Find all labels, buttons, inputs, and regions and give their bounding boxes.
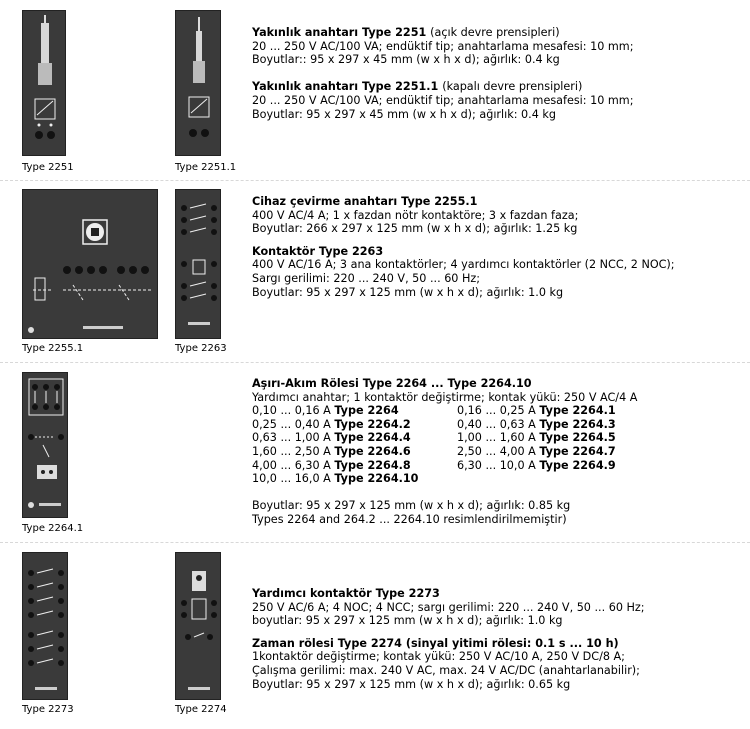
switch-diagram-drawing bbox=[23, 190, 158, 339]
product-title: Kontaktör Type 2263 bbox=[252, 244, 384, 258]
product-spec-line: 20 ... 250 V AC/100 VA; endüktif tip; anahtarlama mesafesi: 10 mm; bbox=[252, 39, 634, 53]
panel-caption: Type 2251.1 bbox=[175, 162, 237, 173]
range-cell: 1,60 ... 2,50 A Type 2264.6 bbox=[252, 444, 411, 458]
product-block-2251 bbox=[252, 26, 633, 121]
panel-caption: Type 2251 bbox=[22, 162, 74, 173]
product-block-2273 bbox=[252, 587, 645, 691]
contactor-drawing bbox=[176, 190, 221, 339]
panel-image-2264-1 bbox=[22, 372, 68, 518]
product-spec-line: Boyutlar: 95 x 297 x 125 mm (w x h x d); ağırlık: 0.65 kg bbox=[252, 677, 571, 691]
range-cell: 10,0 ... 16,0 A Type 2264.10 bbox=[252, 472, 419, 486]
product-spec-line: Boyutlar:: 95 x 297 x 45 mm (w x h x d); ağırlık: 0.4 kg bbox=[252, 53, 560, 67]
product-title: Zaman rölesi Type 2274 (sinyal yitimi rölesi: 0.1 s ... 10 h) bbox=[252, 636, 619, 650]
product-spec-line: Boyutlar: 95 x 297 x 125 mm (w x h x d); ağırlık: 0.85 kg bbox=[252, 499, 571, 513]
product-spec-line: 400 V AC/16 A; 3 ana kontaktörler; 4 yardımcı kontaktörler (2 NCC, 2 NOC); bbox=[252, 258, 675, 272]
proximity-switch-drawing bbox=[176, 11, 221, 156]
product-spec-line: 250 V AC/6 A; 4 NOC; 4 NCC; sargı gerilimi: 220 ... 240 V, 50 ... 60 Hz; bbox=[252, 600, 645, 614]
range-cell: 0,25 ... 0,40 A Type 2264.2 bbox=[252, 417, 411, 431]
product-block-2255-1 bbox=[252, 195, 675, 299]
product-title: Aşırı-Akım Rölesi Type 2264 ... Type 2264.10 bbox=[252, 377, 532, 390]
panel-image-2255-1 bbox=[22, 189, 158, 339]
product-spec-line: Boyutlar: 95 x 297 x 45 mm (w x h x d); ağırlık: 0.4 kg bbox=[252, 107, 556, 121]
panel-caption: Type 2273 bbox=[22, 704, 74, 715]
range-cell: 1,00 ... 1,60 A Type 2264.5 bbox=[457, 431, 616, 445]
product-title: Yakınlık anahtarı Type 2251 (açık devre prensipleri) bbox=[252, 26, 560, 39]
panel-image-2251 bbox=[22, 10, 66, 156]
panel-image-2273 bbox=[22, 552, 68, 700]
panel-caption: Type 2274 bbox=[175, 704, 227, 715]
relay-drawing bbox=[23, 373, 68, 518]
product-spec-line: Boyutlar: 95 x 297 x 125 mm (w x h x d); ağırlık: 1.0 kg bbox=[252, 285, 564, 299]
product-spec-line: Yardımcı anahtar; 1 kontaktör değiştirme; kontak yükü: 250 V AC/4 A bbox=[252, 390, 638, 404]
section-divider bbox=[0, 180, 750, 181]
product-block-2264 bbox=[252, 377, 637, 527]
product-spec-line: Boyutlar: 266 x 297 x 125 mm (w x h x d); ağırlık: 1.25 kg bbox=[252, 222, 578, 236]
product-title: Yardımcı kontaktör Type 2273 bbox=[252, 587, 440, 600]
range-cell: 0,40 ... 0,63 A Type 2264.3 bbox=[457, 417, 616, 431]
product-spec-line: 20 ... 250 V AC/100 VA; endüktif tip; anahtarlama mesafesi: 10 mm; bbox=[252, 93, 634, 107]
panel-caption: Type 2264.1 bbox=[22, 523, 84, 534]
panel-caption: Type 2263 bbox=[175, 343, 227, 354]
current-range-table bbox=[252, 404, 637, 486]
product-spec-line: 400 V AC/4 A; 1 x fazdan nötr kontaktöre; 3 x fazdan faza; bbox=[252, 208, 579, 222]
time-relay-drawing bbox=[176, 553, 221, 700]
range-cell: 0,63 ... 1,00 A Type 2264.4 bbox=[252, 431, 411, 445]
range-cell: 2,50 ... 4,00 A Type 2264.7 bbox=[457, 444, 616, 458]
range-cell: 6,30 ... 10,0 A Type 2264.9 bbox=[457, 458, 616, 472]
auxiliary-contactor-drawing bbox=[23, 553, 68, 700]
panel-caption: Type 2255.1 bbox=[22, 343, 84, 354]
range-cell: 0,16 ... 0,25 A Type 2264.1 bbox=[457, 404, 616, 418]
section-divider bbox=[0, 542, 750, 543]
section-divider bbox=[0, 362, 750, 363]
product-spec-line: Çalışma gerilimi: max. 240 V AC, max. 24 V AC/DC (anahtarlanabilir); bbox=[252, 663, 640, 677]
product-spec-line: Sargı gerilimi: 220 ... 240 V, 50 ... 60 Hz; bbox=[252, 271, 481, 285]
proximity-switch-drawing bbox=[23, 11, 66, 156]
product-spec-line: boyutlar: 95 x 297 x 125 mm (w x h x d); ağırlık: 1.0 kg bbox=[252, 614, 563, 628]
product-title: Cihaz çevirme anahtarı Type 2255.1 bbox=[252, 195, 478, 208]
product-spec-line: Types 2264 and 264.2 ... 2264.10 resimlendirilmemiştir) bbox=[252, 512, 567, 526]
panel-image-2274 bbox=[175, 552, 221, 700]
product-title: Yakınlık anahtarı Type 2251.1 (kapalı devre prensipleri) bbox=[252, 80, 583, 94]
product-spec-line: 1kontaktör değiştirme; kontak yükü: 250 V AC/10 A, 250 V DC/8 A; bbox=[252, 650, 625, 664]
range-cell: 4,00 ... 6,30 A Type 2264.8 bbox=[252, 458, 411, 472]
panel-image-2251-1 bbox=[175, 10, 221, 156]
panel-image-2263 bbox=[175, 189, 221, 339]
range-cell: 0,10 ... 0,16 A Type 2264 bbox=[252, 404, 399, 418]
